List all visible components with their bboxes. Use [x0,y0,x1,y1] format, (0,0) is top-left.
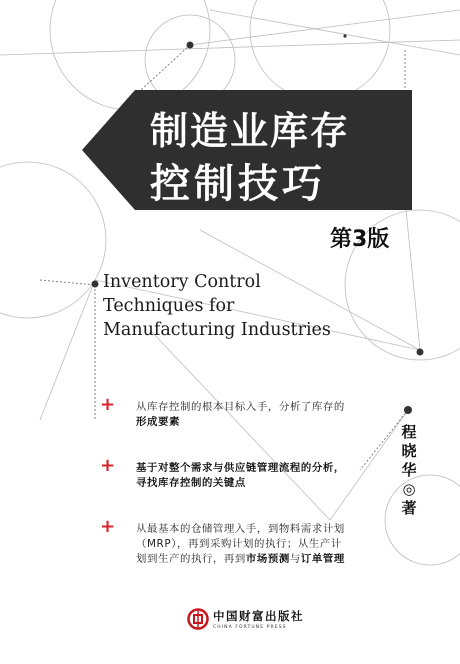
deco-circle [250,0,390,100]
deco-node [92,281,99,288]
plus-icon: + [100,516,116,537]
feature-text [136,522,346,567]
english-title-line: Techniques for [103,296,235,316]
author-char: 程 [401,423,417,441]
author-char: 著 [401,499,417,517]
book-title-line-2: 控制技巧 [150,161,326,207]
plus-icon: + [100,455,116,476]
author-char: ◎ [402,480,416,498]
feature-text-part: 与 [289,553,301,565]
publisher-block [187,608,304,630]
english-title [103,270,363,342]
deco-line [40,280,95,420]
feature-text [136,400,346,430]
deco-circle [385,475,460,565]
publisher-logo-icon [187,608,209,630]
feature-text-highlight: 基于对整个需求与供应链管理流程的分析，寻找库存控制的关键点 [136,462,345,489]
deco-node [187,42,194,49]
deco-node [343,34,346,37]
feature-text-part: 从库存控制的根本目标入手，分析了库存的 [136,401,345,413]
feature-text-highlight: 形成要素 [136,416,180,428]
english-title-line: Inventory Control [103,272,261,292]
deco-line [190,10,460,45]
deco-node [417,349,424,356]
publisher-name: 中国财富出版社 [213,609,304,623]
feature-text-highlight: 订单管理 [300,553,345,565]
feature-text-highlight: 市场预测 [245,553,290,565]
feature-text-part: 从最基本的仓储管理入手，到物料需求计划（MRP），再到采购计划的执行；从生产计划到生产的执行，再到 [136,523,345,565]
english-title-line: Manufacturing Industries [103,320,331,340]
plus-icon: + [100,394,116,415]
deco-line [210,10,460,55]
deco-node [404,406,412,414]
deco-circle [0,162,106,318]
feature-text [136,461,346,491]
title-banner [82,90,412,210]
author-byline [399,423,419,518]
author-char: 晓 [401,442,417,460]
deco-line [405,200,420,350]
book-title-line-1: 制造业库存 [150,109,351,153]
deco-dotted-line [40,280,95,285]
author-char: 华 [401,461,417,479]
edition-label: 第3版 [330,227,390,252]
publisher-name-en: CHINA FORTUNE PRESS [213,625,287,630]
